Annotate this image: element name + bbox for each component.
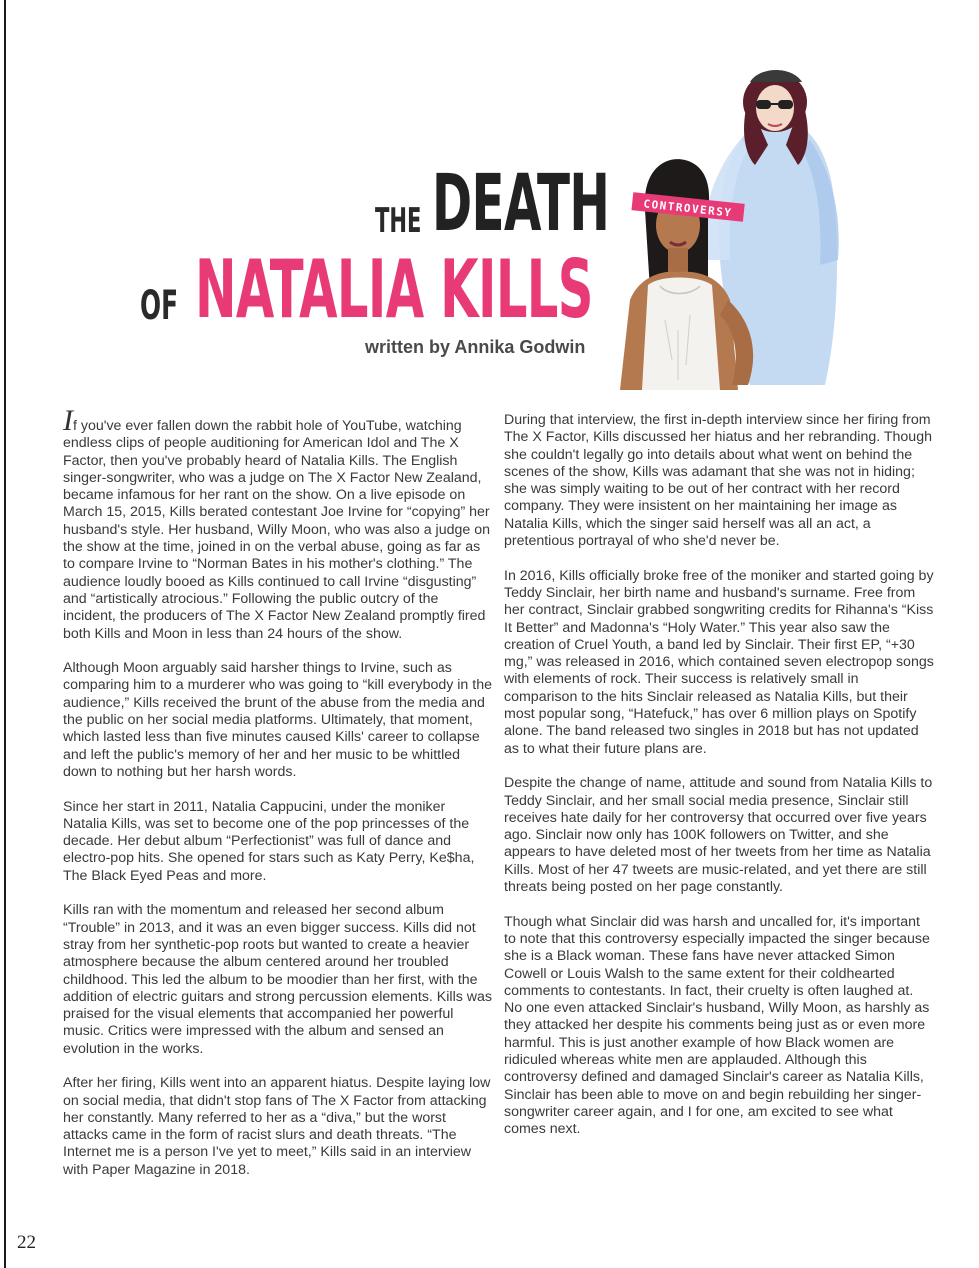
article-column-right [504,412,934,1156]
paragraph: During that interview, the first in-depth interview since her firing from The X Factor, Kills discussed her hiatus and her rebranding. Though she couldn't legally go into details about what went on behind the scenes of the show, Kills was adamant that she was not in hiding; she was simply waiting to be out of her contract with her record company. They were insistent on her maintaining her image as Natalia Kills, which the singer said herself was all an act, a pretentious portrayal of who she'd never be. [504,412,932,550]
controversy-illustration [620,60,850,390]
headline-the: THE [375,201,422,241]
byline: written by Annika Godwin [365,337,586,357]
paragraph [63,404,493,643]
paragraph: Though what Sinclair did was harsh and uncalled for, it's important to note that this controversy especially impacted the singer because she is a Black woman. These fans have never attacked Simon Cowell or Louis Walsh to the same extent for their coldhearted comments to contestants. In fact, their cruelty is often laughed at. No one even attacked Sinclair's husband, Willy Moon, as harshly as they attacked her despite his comments being just as or even more harmful. This is just another example of how Black women are ridiculed whereas white men are applauded. Although this controversy defined and damaged Sinclair's career as Natalia Kills, Sinclair has been able to move on and begin rebuilding her singer-songwriter career again, and I for one, am excited to see what comes next. [504,913,930,1138]
paragraph: Kills ran with the momentum and released her second album “Trouble” in 2013, and it was an even bigger success. Kills did not stray from her synthetic-pop roots but wanted to create a heavier atmosphere because the album centered around her troubled childhood. This led the album to be moodier than her first, with the addition of electric guitars and strong percussion elements. Kills was praised for the visual elements that accompanied her powerful music. Critics were impressed with the album and sensed an evolution in the works. [63,902,492,1057]
paragraph-text: f you've ever fallen down the rabbit hole of YouTube, watching endless clips of people auditioning for American Idol and The X Factor, then you've probably heard of Natalia Kills. The English singer-songwriter, who was a judge on The X Factor New Zealand, became infamous for her rant on the show. On a live episode on March 15, 2015, Kills berated contestant Joe Irvine for “copying” her husband's style. Her husband, Willy Moon, who was also a judge on the show at the time, joined in on the verbal abuse, going as far as to compare Irvine to “Norman Bates in his mother's clothing.” The audience loudly booed as Kills continued to call Irvine “disgusting” and “artistically atrocious.” Following the public outcry of the incident, the producers of The X Factor New Zealand promptly fired both Kills and Moon in less than 24 hours of the show. [63,418,490,642]
paragraph: Despite the change of name, attitude and sound from Natalia Kills to Teddy Sinclair, and her small social media presence, Sinclair still receives hate daily for her controversy that occurred over five years ago. Sinclair now only has 100K followers on Twitter, and she appears to have deleted most of her tweets from her time as Natalia Kills. Most of her 47 tweets are music-related, and yet there are still threats being posted on her page constantly. [504,775,933,896]
paragraph: After her firing, Kills went into an apparent hiatus. Despite laying low on social media, that didn't stop fans of The X Factor from attacking her constantly. Many referred to her as a “diva,” but the worst attacks came in the form of racist slurs and death threats. “The Internet me is a person I've yet to meet,” Kills said in an interview with Paper Magazine in 2018. [63,1075,491,1178]
article-column-left [63,404,493,1196]
drop-cap: I [63,404,73,437]
headline-death: DEATH [432,159,610,249]
page-number: 22 [17,1232,36,1253]
controversy-tag: CONTROVERSY [642,197,734,220]
paragraph: Although Moon arguably said harsher things to Irvine, such as comparing him to a murderer who was going to “kill everybody in the audience,” Kills received the brunt of the abuse from the media and the public on her social media platforms. Ultimately, that moment, which lasted less than five minutes caused Kills' career to collapse and left the public's memory of her and her music to be whittled down to nothing but her harsh words. [63,660,492,780]
page-edge-line [4,0,6,1268]
paragraph: In 2016, Kills officially broke free of the moniker and started going by Teddy Sinclair, her birth name and husband's surname. Free from her contract, Sinclair grabbed songwriting credits for Rihanna's “Kiss It Better” and Madonna's “Holy Water.” This year also saw the creation of Cruel Youth, a band led by Sinclair. Their first EP, “+30 mg,” was released in 2016, which contained seven electropop songs with elements of rock. Their success is relatively small in comparison to the hits Sinclair released as Natalia Kills, but their most popular song, “Hatefuck,” has over 6 million plays on Spotify alone. The band released two singles in 2018 but has not updated as to what their future plans are. [504,567,934,757]
paragraph: Since her start in 2011, Natalia Cappucini, under the moniker Natalia Kills, was set to become one of the pop princesses of the decade. Her debut album “Perfectionist” was full of dance and electro-pop hits. She opened for stars such as Katy Perry, Ke$ha, The Black Eyed Peas and more. [63,798,475,884]
headline-of: OF [140,283,179,329]
headline-name: NATALIA KILLS [195,243,593,336]
